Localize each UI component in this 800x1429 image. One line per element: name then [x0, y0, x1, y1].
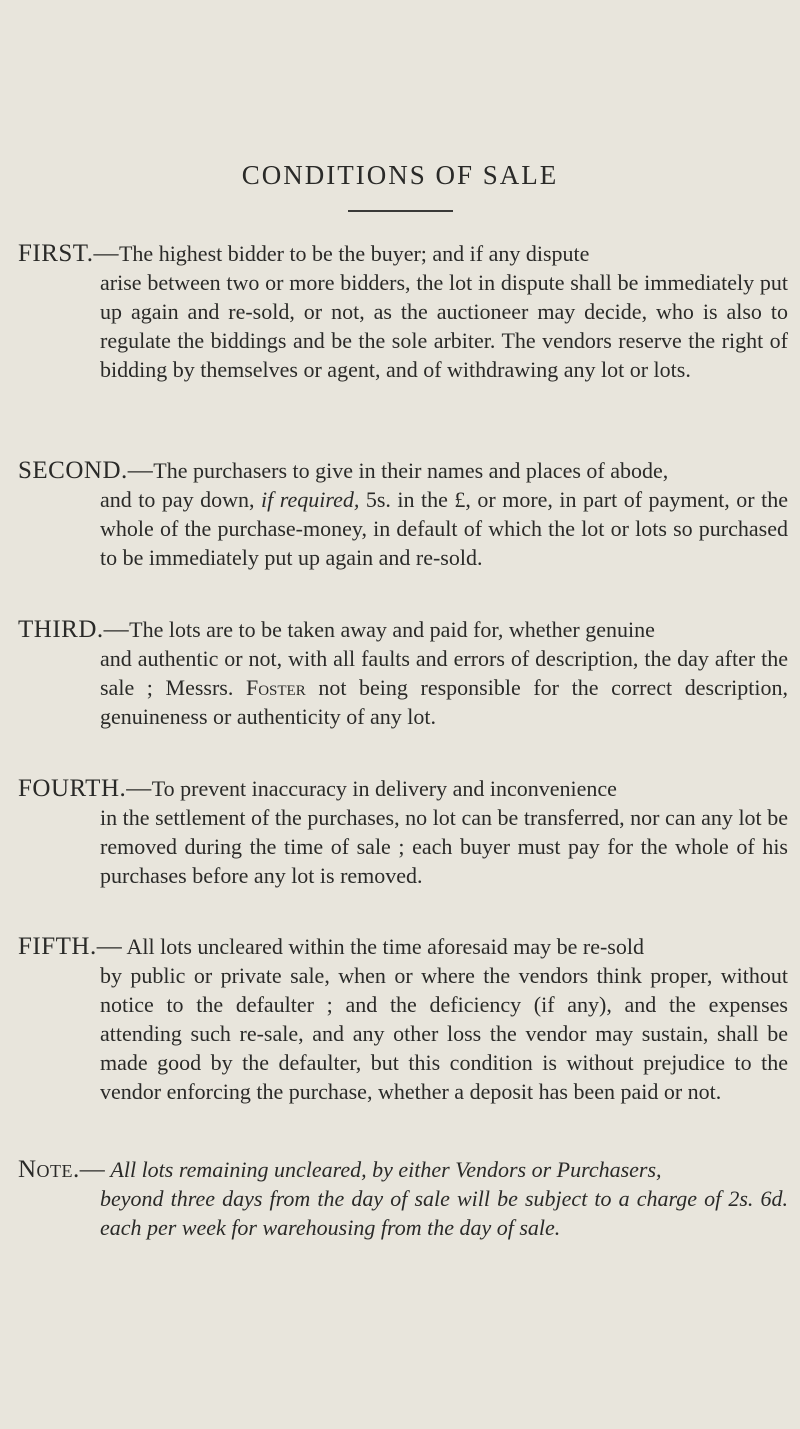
clause-third-heading: THIRD.— [18, 616, 130, 643]
clause-third-lead [18, 615, 788, 644]
clause-fifth-body: by public or private sale, when or where the vendors think proper, without notice to the defaulter ; and the deficiency (if any), and the expenses attending such re-sale, and any other loss the vendor may sustain, shall be made good by the defaulter, but this condition is without prejudice to the vendor enforcing the purchase, whether a deposit has been paid or not. [100, 963, 788, 1104]
clause-fifth-first-line: All lots uncleared within the time aforesaid may be re-sold [122, 934, 644, 959]
clause-second-heading: SECOND.— [18, 457, 154, 484]
clause-third-first-line: The lots are to be taken away and paid for, whether genuine [129, 617, 655, 642]
clause-second-text-italic: if required, [261, 487, 360, 512]
clause-third [0, 615, 800, 731]
clause-second-text-a: and to pay down, [100, 487, 262, 512]
clause-second [0, 456, 800, 572]
note-clause [0, 1155, 800, 1242]
page-title: CONDITIONS OF SALE [241, 160, 559, 190]
title-divider [348, 210, 453, 212]
clause-third-text-b: not being responsible for the correct description, genuineness or authenticity of any lot. [100, 675, 788, 729]
clause-first-heading: FIRST.— [18, 240, 119, 267]
clause-second-text-b: 5s. in the £, or more, in part of payment, or the whole of the purchase-money, in default of which the lot or lots so purchased to be immediately put up again and re-sold. [100, 487, 788, 570]
clause-first-first-line: The highest bidder to be the buyer; and if any dispute [118, 241, 590, 266]
note-heading: Note.— [18, 1156, 106, 1183]
clause-second-lead [18, 456, 788, 485]
clause-third-text-smallcaps: Foster [245, 675, 306, 700]
clause-first-body: arise between two or more bidders, the lot in dispute shall be immediately put up again and re-sold, or not, as the auctioneer may decide, who is also to regulate the biddings and be the sole arbiter. The vendors reserve the right of bidding by themselves or agent, and of withdrawing any lot or lots. [100, 270, 788, 382]
clause-fourth-heading: FOURTH.— [18, 775, 152, 802]
clause-second-first-line: The purchasers to give in their names and places of abode, [153, 458, 669, 483]
clause-fourth [0, 774, 800, 890]
note-first-line: All lots remaining uncleared, by either Vendors or Purchasers, [105, 1157, 662, 1182]
clause-fourth-lead [18, 774, 788, 803]
clause-fourth-body: in the settlement of the purchases, no lot can be transferred, nor can any lot be removed during the time of sale ; each buyer must pay for the whole of his purchases before any lot is removed. [100, 805, 788, 888]
clause-third-text-a: and authentic or not, with all faults and errors of description, the day after the sale ; Messrs. [100, 646, 788, 700]
clause-fourth-first-line: To prevent inaccuracy in delivery and inconvenience [151, 776, 617, 801]
clause-fifth [0, 932, 800, 1106]
clause-fifth-lead [18, 932, 788, 961]
clause-first-lead [18, 239, 788, 268]
clause-first [0, 239, 800, 384]
note-lead [18, 1155, 788, 1184]
clause-fifth-heading: FIFTH.— [18, 933, 123, 960]
note-body: beyond three days from the day of sale will be subject to a charge of 2s. 6d. each per week for warehousing from the day of sale. [100, 1186, 788, 1240]
